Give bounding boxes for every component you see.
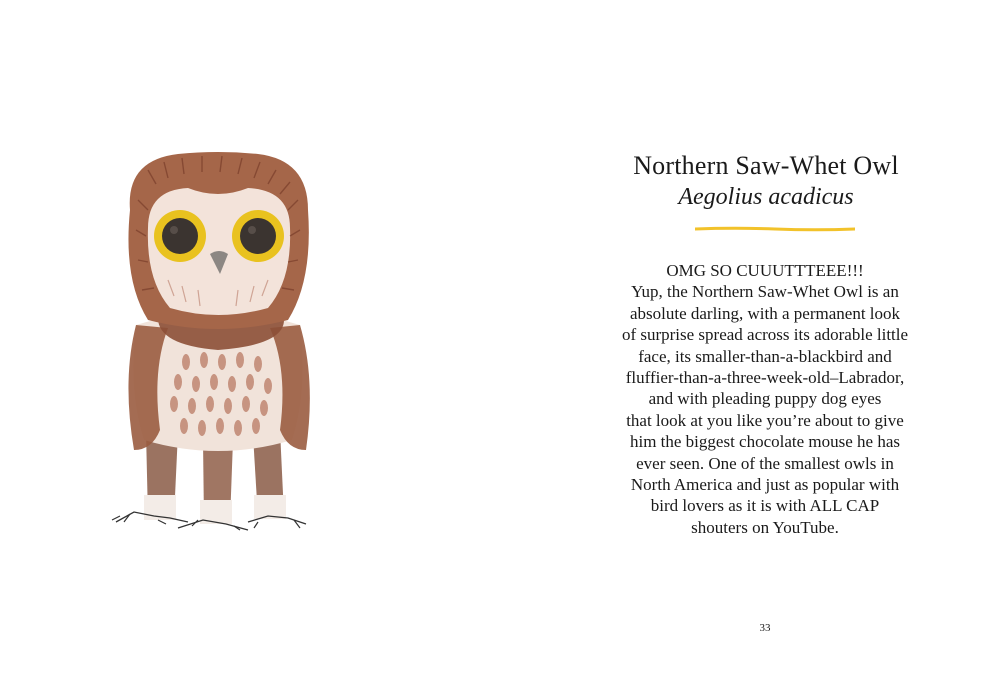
title-divider	[695, 226, 855, 232]
description-line: Yup, the Northern Saw-Whet Owl is an	[631, 282, 899, 302]
description-line: ever seen. One of the smallest owls in	[636, 453, 894, 473]
description-line: shouters on YouTube.	[691, 517, 839, 537]
owl-illustration	[108, 150, 338, 540]
title-block	[570, 150, 962, 212]
latin-name: Aegolius acadicus	[678, 184, 854, 210]
description-line: face, its smaller-than-a-blackbird and	[638, 346, 892, 366]
description-line: and with pleading puppy dog eyes	[648, 389, 882, 409]
description-text	[595, 260, 935, 538]
description-line: of surprise spread across its adorable little	[621, 325, 909, 345]
common-name: Northern Saw-Whet Owl	[633, 151, 899, 180]
description-line: fluffier-than-a-three-week-old–Labrador,	[625, 368, 905, 388]
description-line: bird lovers as it is with ALL CAP	[650, 496, 880, 516]
description-line: OMG SO CUUUTTTEEE!!!	[666, 261, 864, 280]
description-line: him the biggest chocolate mouse he has	[629, 432, 901, 452]
description-line: North America and just as popular with	[630, 475, 900, 495]
right-page	[500, 0, 1000, 685]
description-line: absolute darling, with a permanent look	[629, 303, 901, 323]
page-number: 33	[759, 622, 771, 634]
description-line: that look at you like you’re about to give	[626, 410, 904, 430]
